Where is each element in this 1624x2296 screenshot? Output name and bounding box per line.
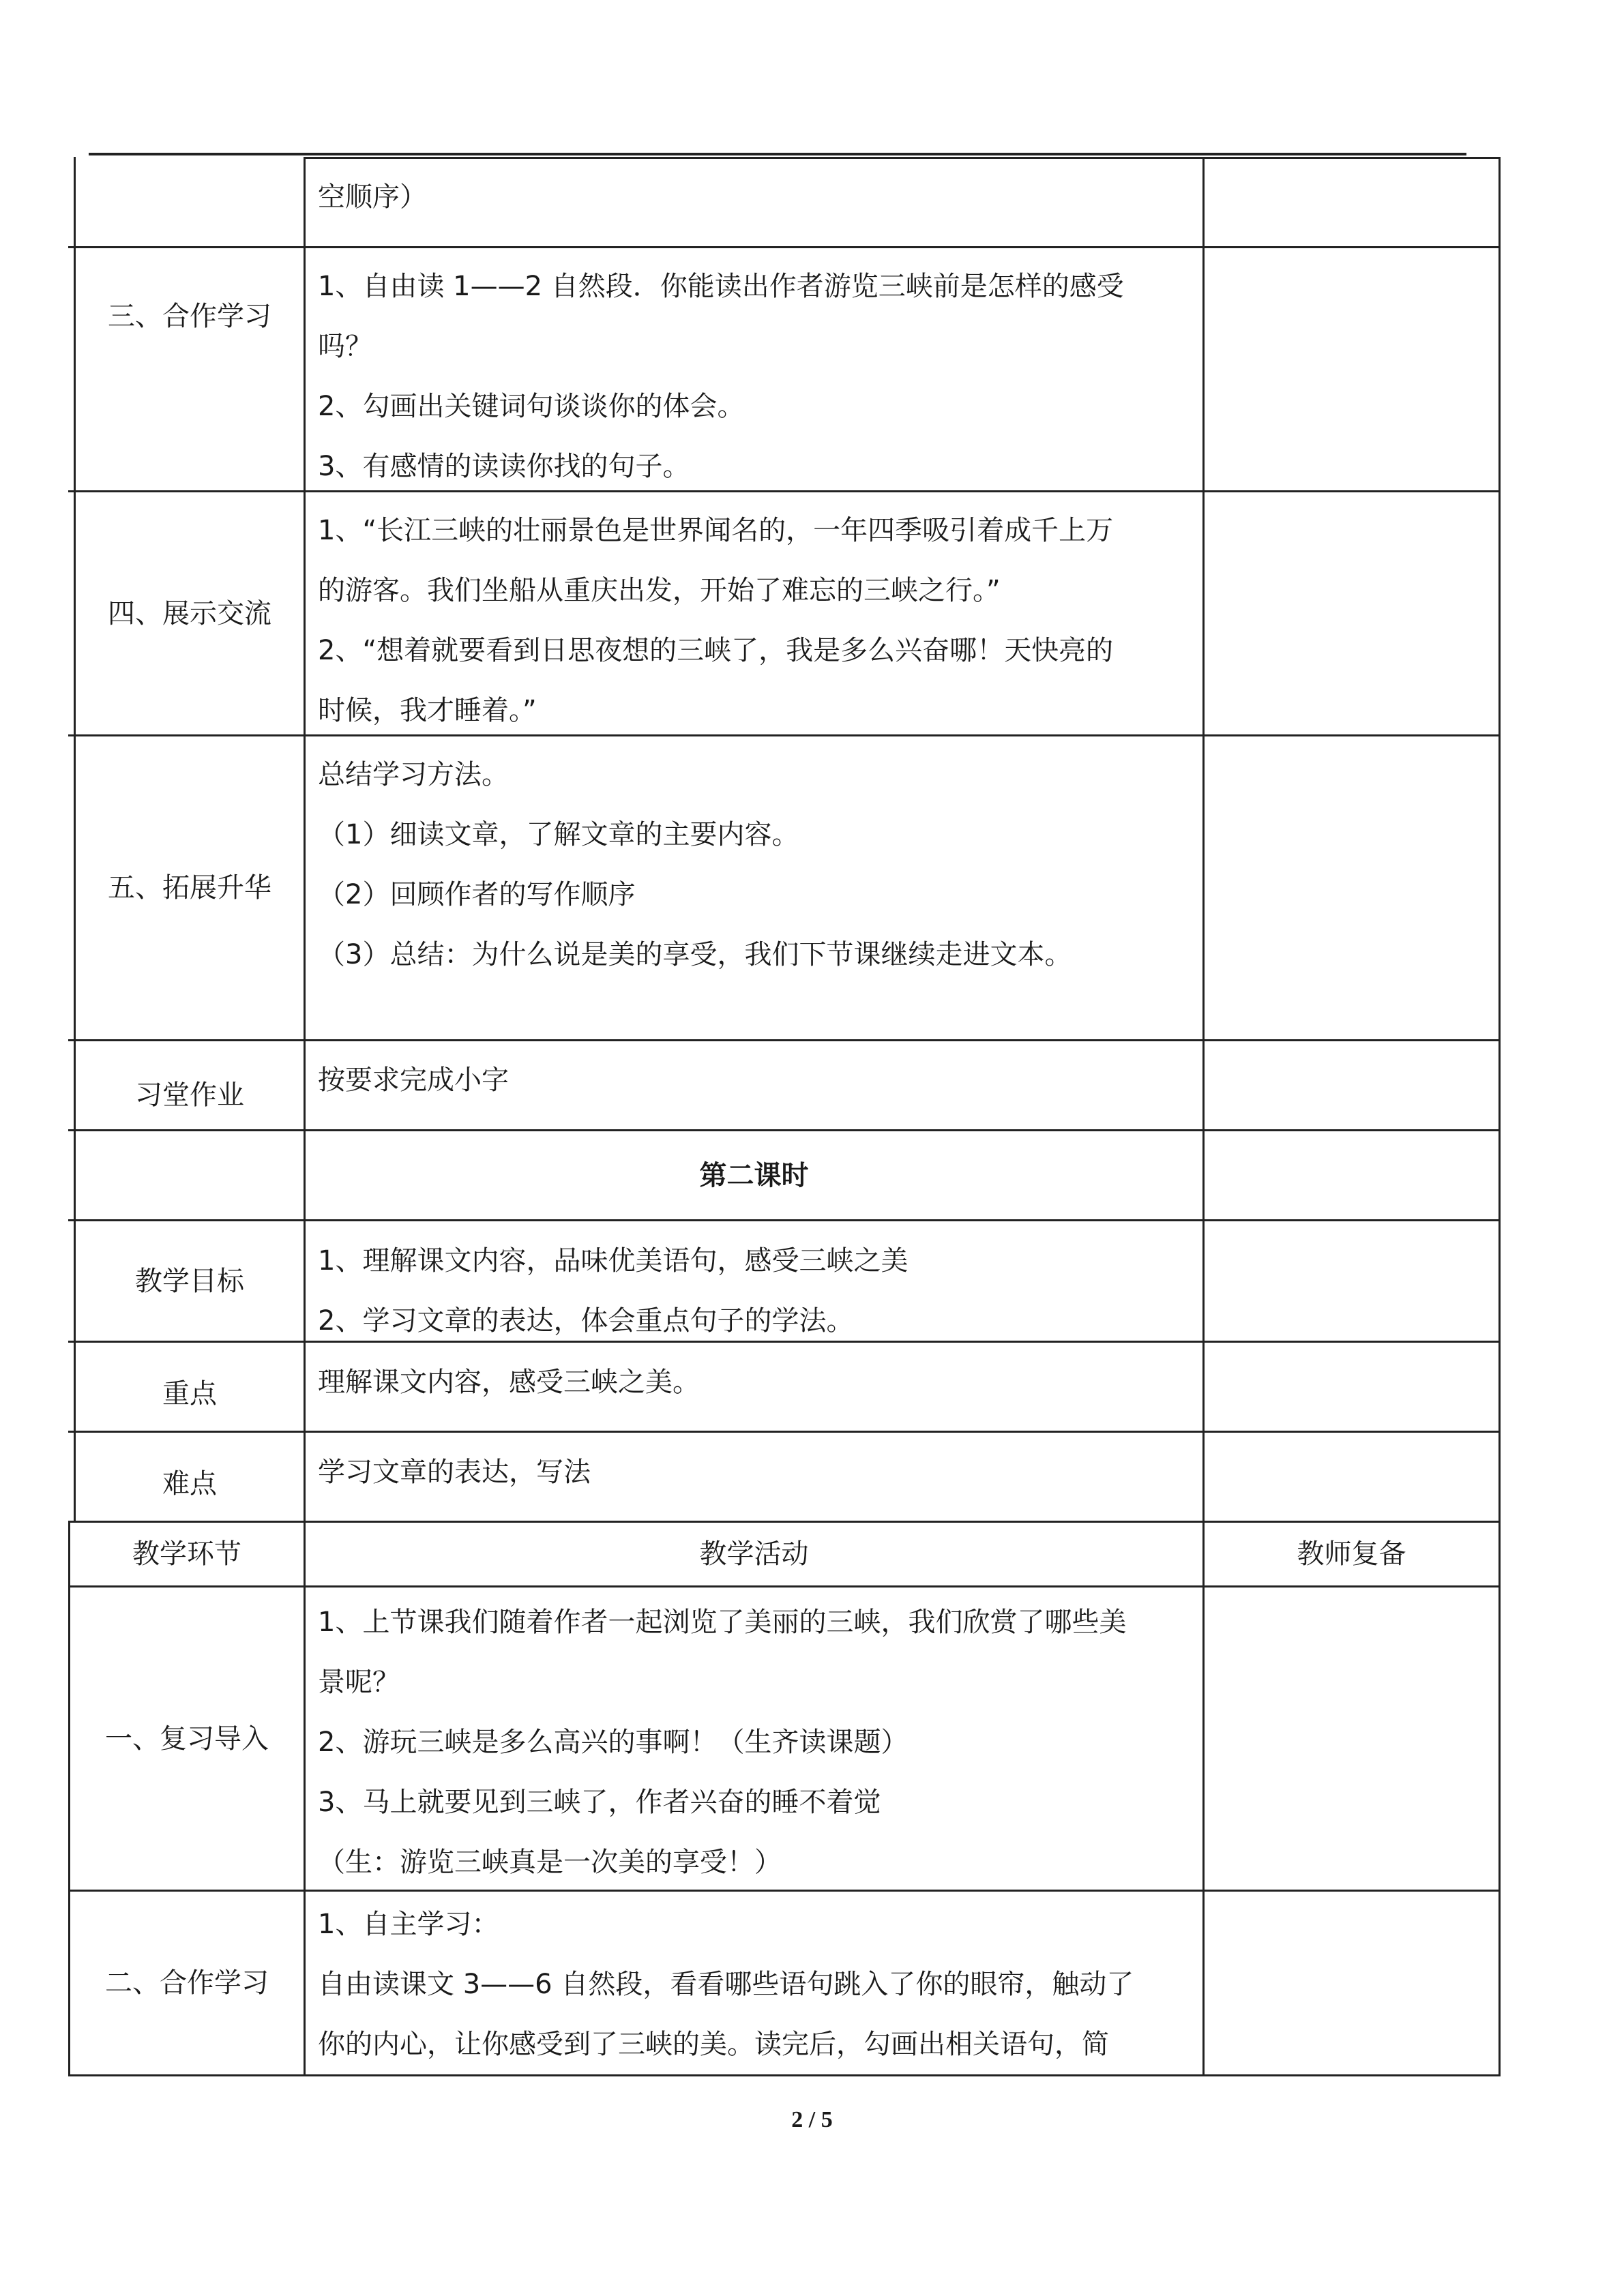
row-10-line-4: （生：游览三峡真是一次美的享受！） [318,1847,782,1878]
row-0-content [306,167,1202,227]
page-number: 2 / 5 [791,2107,833,2132]
row-1-line-2: 2、勾画出关键词句谈谈你的体会。 [318,391,745,422]
row-3-label: 五、拓展升华 [108,872,271,904]
row-1-line-1: 吗？ [318,331,372,362]
session-title: 第二课时 [699,1159,809,1191]
row-10-line-0: 1、上节课我们随着作者一起浏览了美丽的三峡，我们欣赏了哪些美 [318,1607,1127,1638]
row-0-label [76,159,304,246]
row-3-line-3: （3）总结：为什么说是美的享受，我们下节课继续走进文本。 [318,939,1072,970]
row-11-line-1: 自由读课文 3——6 自然段，看看哪些语句跳入了你的眼帘，触动了 [318,1969,1134,2000]
row-1-line-0: 1、自由读 1——2 自然段．你能读出作者游览三峡前是怎样的感受 [318,271,1124,302]
header-teaching-activity: 教学活动 [699,1538,809,1570]
row-2-line-3: 时候，我才睡着。” [318,695,537,726]
row-10-line-1: 景呢？ [318,1667,400,1698]
row-2-line-2: 2、“想着就要看到日思夜想的三峡了，我是多么兴奋哪！天快亮的 [318,635,1114,666]
row-4-label: 习堂作业 [135,1079,244,1111]
row-6-line-1: 2、学习文章的表达，体会重点句子的学法。 [318,1305,854,1337]
row-10-line-2: 2、游玩三峡是多么高兴的事啊！（生齐读课题） [318,1727,909,1758]
row-3-line-1: （1）细读文章，了解文章的主要内容。 [318,819,799,850]
row-4-content [306,1050,1202,1110]
row-6-label: 教学目标 [135,1265,244,1297]
row-4-line-0: 按要求完成小字 [318,1064,509,1096]
row-7-content [306,1352,1202,1412]
row-1-line-3: 3、有感情的读读你找的句子。 [318,451,690,482]
row-8-line-0: 学习文章的表达，写法 [318,1457,591,1488]
row-5-label [76,1131,304,1219]
row-3-line-0: 总结学习方法。 [318,759,509,790]
row-0-line-0: 空顺序） [318,181,427,213]
row-6-content [306,1231,1202,1351]
row-1-label: 三、合作学习 [108,301,271,332]
row-10-line-3: 3、马上就要见到三峡了，作者兴奋的睡不着觉 [318,1787,881,1818]
row-8-label: 难点 [162,1468,217,1500]
row-11-line-0: 1、自主学习： [318,1909,499,1940]
row-11-line-2: 你的内心，让你感受到了三峡的美。读完后，勾画出相关语句，简 [318,2029,1109,2060]
row-3-line-2: （2）回顾作者的写作顺序 [318,879,636,910]
row-10-content [306,1592,1202,1892]
row-11-label: 二、合作学习 [105,1967,269,1999]
row-8-content [306,1442,1202,1502]
header-teacher-review: 教师复备 [1297,1538,1406,1570]
row-2-line-0: 1、“长江三峡的壮丽景色是世界闻名的，一年四季吸引着成千上万 [318,515,1114,546]
row-10-label: 一、复习导入 [105,1723,269,1755]
row-7-label: 重点 [162,1378,217,1410]
row-2-label: 四、展示交流 [108,597,271,629]
row-1-content [306,256,1202,496]
row-3-content [306,745,1202,985]
row-7-line-0: 理解课文内容，感受三峡之美。 [318,1367,700,1398]
row-11-content [306,1894,1202,2074]
row-2-content [306,501,1202,741]
row-6-line-0: 1、理解课文内容，品味优美语句，感受三峡之美 [318,1245,909,1277]
row-2-line-1: 的游客。我们坐船从重庆出发，开始了难忘的三峡之行。” [318,575,1001,606]
header-teaching-step: 教学环节 [132,1538,241,1570]
